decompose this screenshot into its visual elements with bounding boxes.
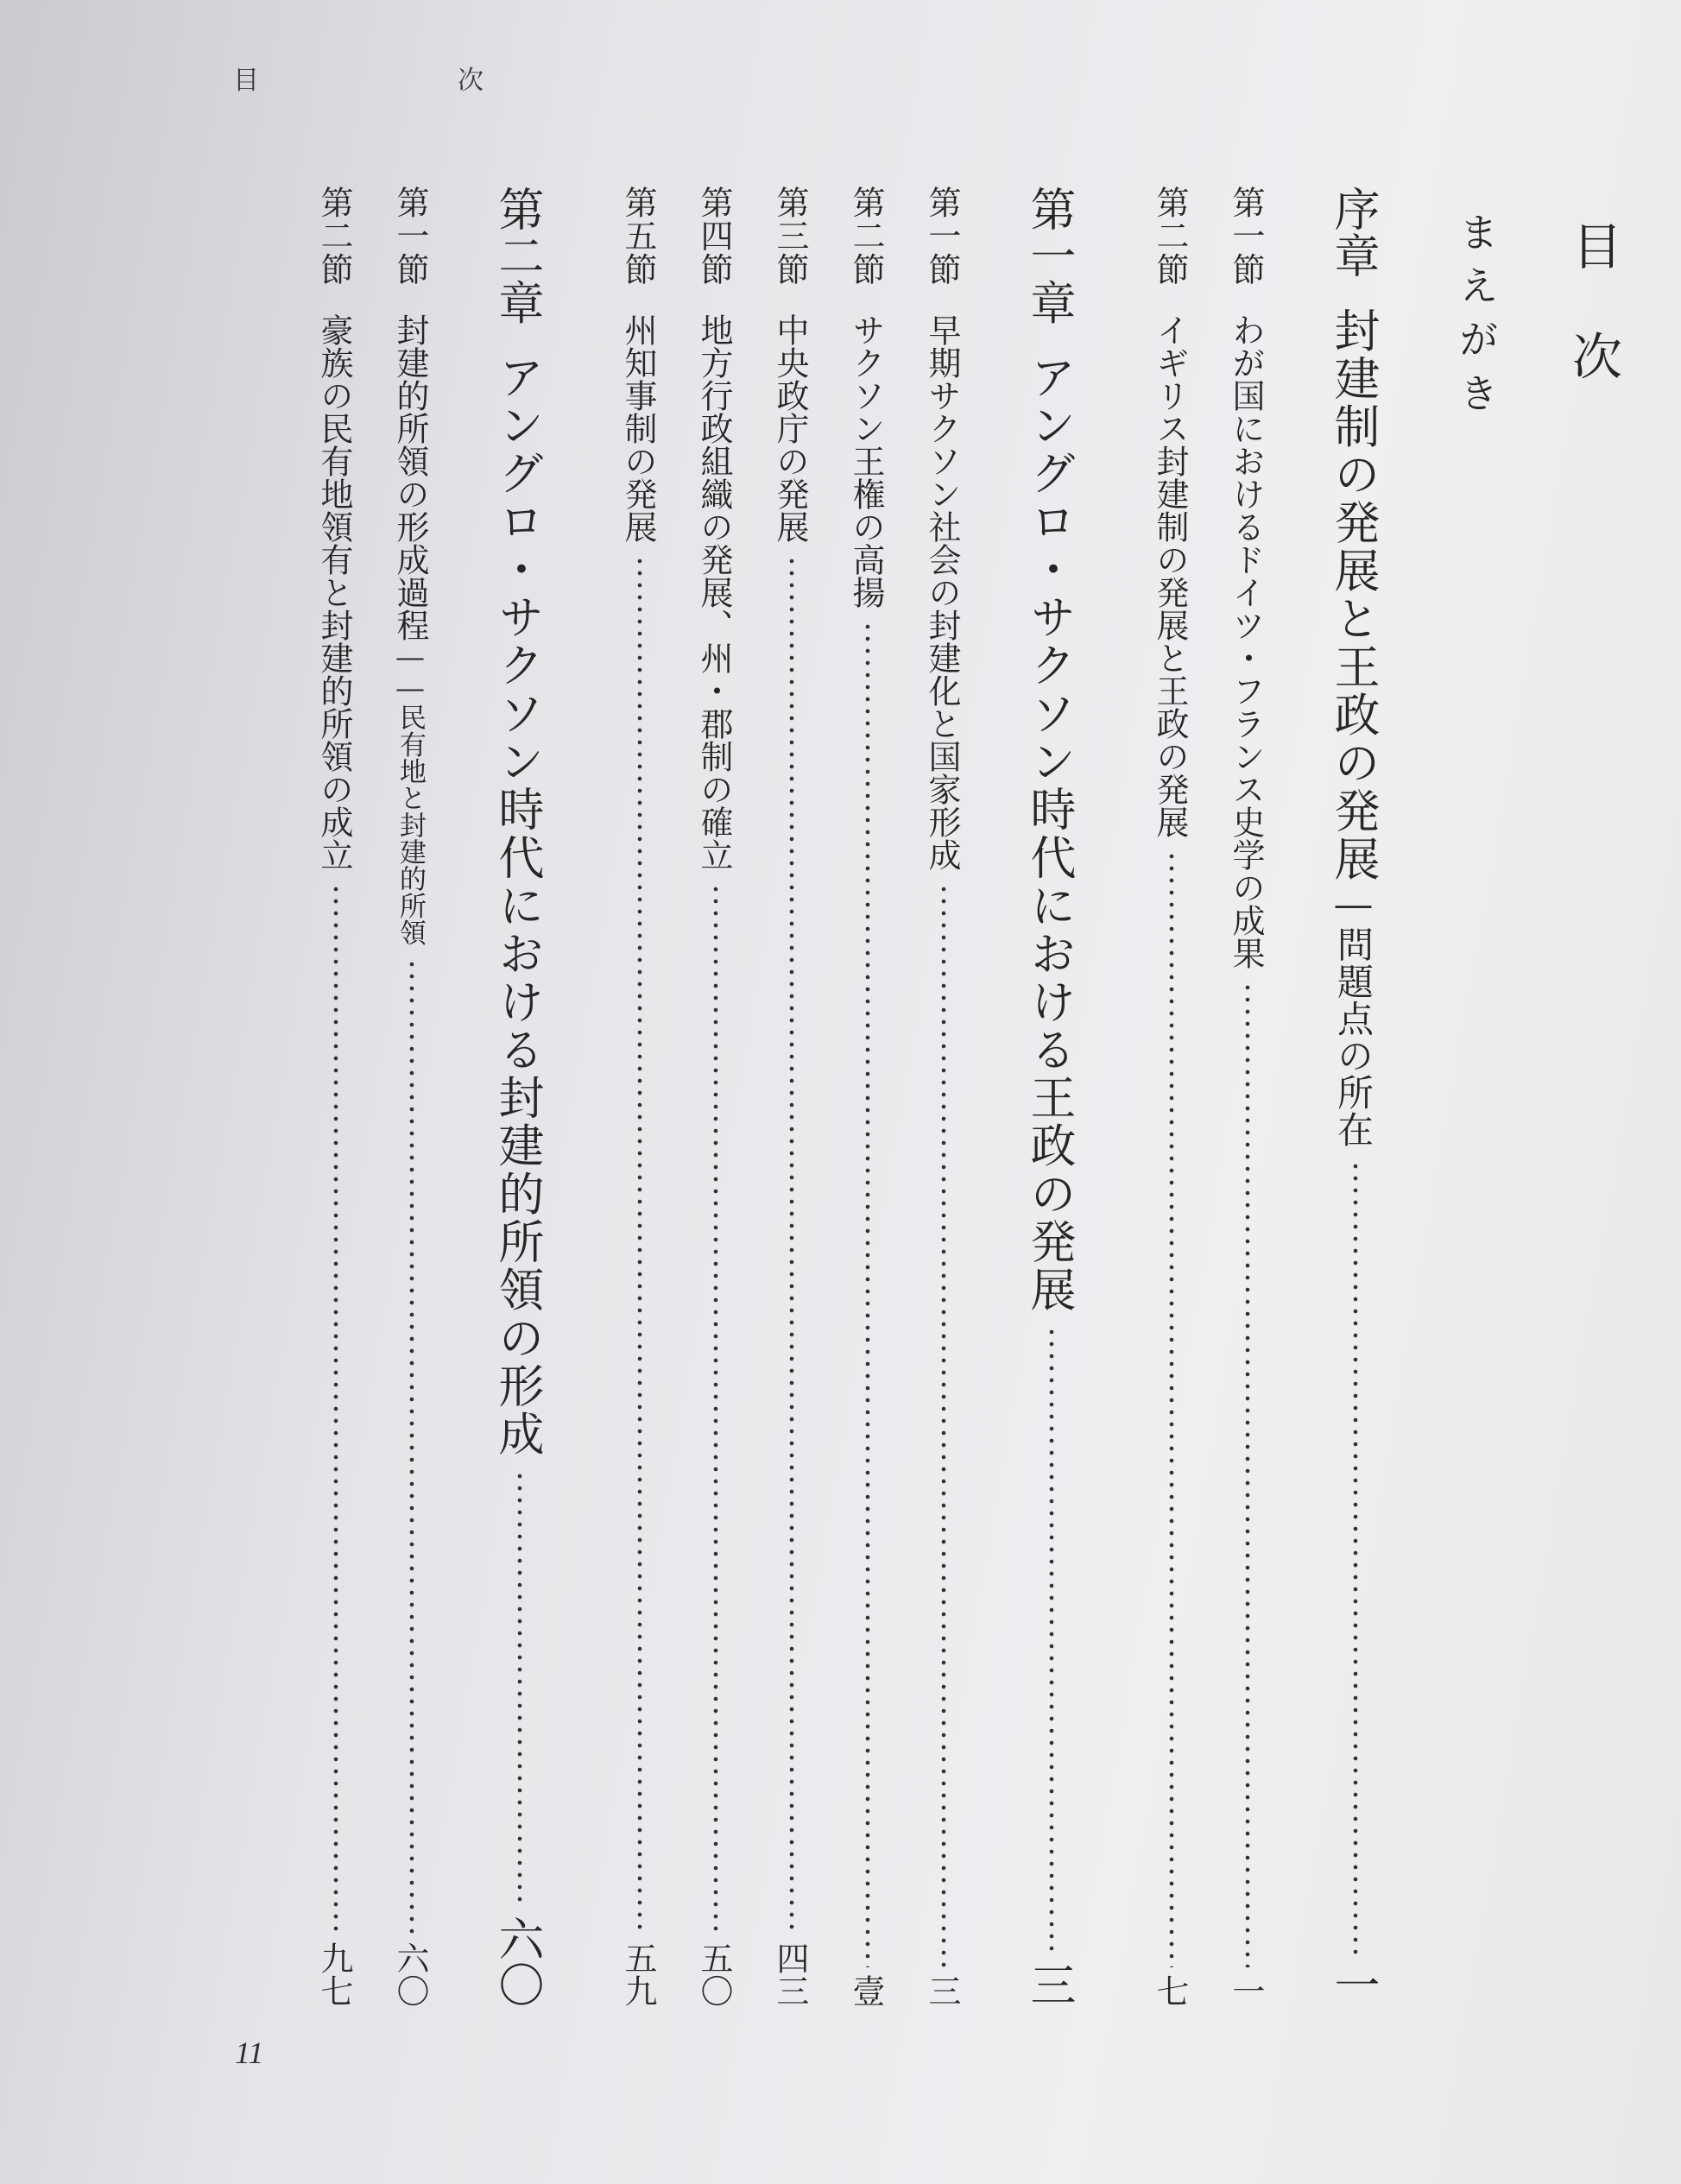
toc-section[interactable] [389, 186, 434, 2007]
toc-chapter[interactable] [1325, 186, 1386, 2007]
toc-section[interactable] [313, 186, 358, 2007]
page-number: 六〇 [491, 1916, 544, 2007]
toc-section[interactable] [617, 186, 662, 2007]
toc-section[interactable] [1149, 186, 1194, 2007]
page-number: 五九 [619, 1941, 657, 2007]
section-number: 第二節 [847, 186, 885, 287]
section-number: 第一節 [923, 186, 961, 287]
page-number: 一 [1227, 1974, 1265, 2007]
toc-section[interactable] [921, 186, 966, 2007]
chapter-number: 第二章 [491, 186, 544, 326]
chapter-number: 第一章 [1023, 186, 1076, 326]
table-of-contents [313, 186, 1629, 2007]
preface-entry[interactable] [1453, 211, 1505, 2007]
dot-leader [921, 883, 966, 1967]
section-title: 地方行政組織の発展、州・郡制の確立 [695, 313, 733, 872]
section-number: 第五節 [619, 186, 657, 287]
toc-chapter[interactable] [1021, 186, 1082, 2007]
dot-leader [693, 883, 738, 1935]
section-title: イギリス封建制の発展と王政の発展 [1151, 313, 1189, 839]
section-title: サクソン王権の高揚 [847, 313, 885, 609]
section-number: 第二節 [1151, 186, 1189, 287]
dot-leader [845, 621, 890, 1967]
toc-section[interactable] [769, 186, 814, 2007]
page-number: 壹 [847, 1974, 885, 2007]
dot-leader [1149, 850, 1194, 1967]
section-number: 第一節 [1227, 186, 1265, 287]
page-number: 九七 [315, 1941, 353, 2007]
page-number: 五〇 [695, 1941, 733, 2007]
page-number: 三 [1023, 1961, 1076, 2007]
preface-label: まえがき [1453, 211, 1500, 426]
chapter-title: アングロ・サクソン時代における封建的所領の形成 [491, 353, 544, 1459]
toc-section[interactable] [693, 186, 738, 2007]
section-title: 早期サクソン社会の封建化と国家形成 [923, 313, 961, 872]
section-number: 第二節 [315, 186, 353, 287]
page-number: 七 [1151, 1974, 1189, 2007]
section-number: 第一節 [391, 186, 429, 287]
dot-leader [490, 1470, 550, 1909]
running-head: 目 次 [233, 66, 570, 96]
dot-leader [1225, 982, 1270, 1967]
dot-leader [313, 883, 358, 1935]
section-title: 豪族の民有地領有と封建的所領の成立 [315, 313, 353, 872]
toc-chapter[interactable] [490, 186, 550, 2007]
section-title: 州知事制の発展 [619, 313, 657, 544]
page-number: 六〇 [391, 1941, 429, 2007]
page-number: 一 [1327, 1961, 1380, 2007]
dot-leader [1325, 1160, 1386, 1954]
chapter-title: 封建制の発展と王政の発展 [1327, 306, 1380, 883]
dot-leader [617, 555, 662, 1935]
dot-leader [1021, 1326, 1082, 1954]
dot-leader [389, 958, 434, 1935]
chapter-subtitle: ―問題点の所在 [1332, 882, 1375, 1148]
section-title: わが国におけるドイツ・フランス史学の成果 [1227, 313, 1265, 970]
page-number: 四三 [771, 1941, 809, 2007]
toc-section[interactable] [845, 186, 890, 2007]
section-title: 封建的所領の形成過程 [391, 313, 429, 642]
chapter-title: アングロ・サクソン時代における王政の発展 [1023, 353, 1076, 1315]
section-title: 中央政庁の発展 [771, 313, 809, 544]
section-number: 第三節 [771, 186, 809, 287]
dot-leader [769, 555, 814, 1935]
chapter-number: 序章 [1327, 186, 1380, 280]
section-number: 第四節 [695, 186, 733, 287]
page-title: 目次 [1564, 220, 1622, 441]
toc-section[interactable] [1225, 186, 1270, 2007]
folio-page-number: 11 [235, 2036, 264, 2070]
section-subtitle: ――民有地と封建的所領 [395, 641, 426, 946]
page-number: 三 [923, 1974, 961, 2007]
toc-title-column [1564, 220, 1629, 2007]
